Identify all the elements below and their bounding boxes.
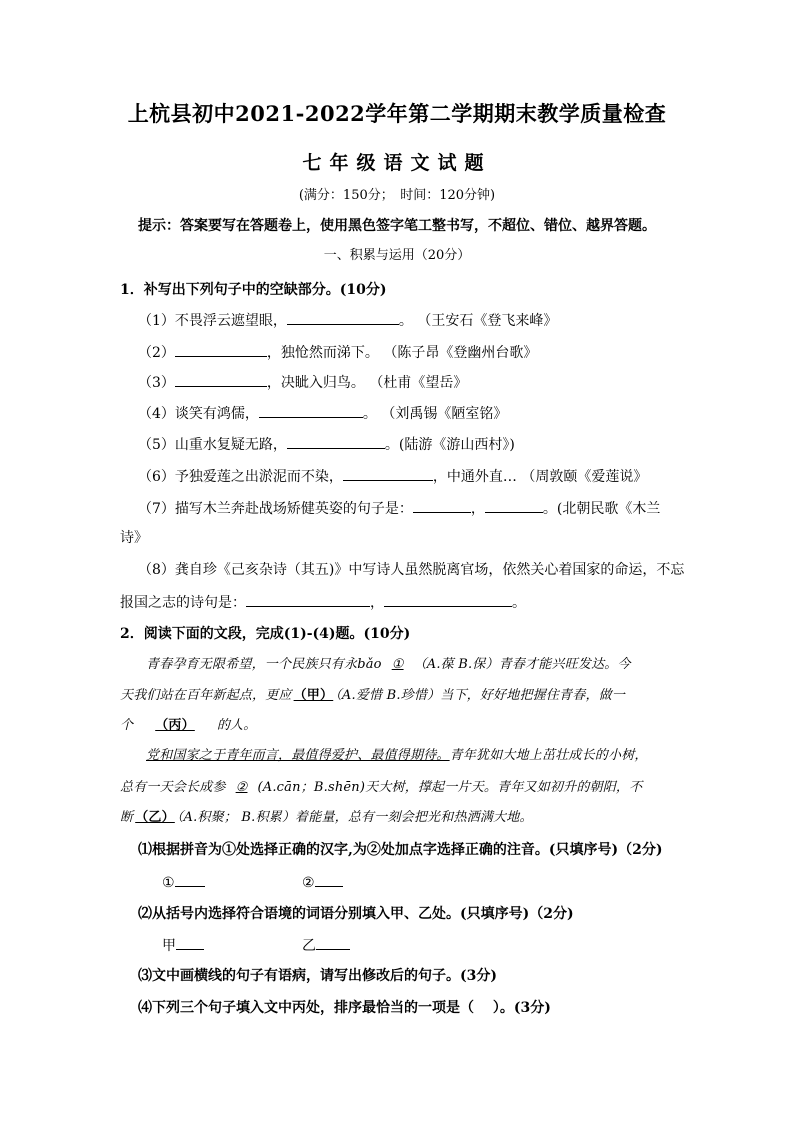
answer-blank[interactable] — [287, 310, 399, 325]
answer-blank[interactable] — [259, 403, 363, 418]
answer-blank[interactable] — [246, 592, 370, 607]
q1-item-6 — [138, 466, 647, 487]
q1-item-1 — [138, 310, 557, 331]
passage-text: (A.cān；B.shēn)天大树，撑起一片天。青年又如初升的朝阳，不 — [257, 780, 643, 795]
q2-sub-1-answer-1 — [162, 872, 205, 893]
answer-blank[interactable] — [413, 498, 471, 513]
answer-blank[interactable] — [315, 872, 343, 887]
passage-underlined-sentence: 党和国家之于青年而言，最值得爱护、最值得期待。 — [146, 748, 450, 763]
q1-item-3-text-a: （3） — [138, 375, 175, 391]
passage-text: 天我们站在百年新起点，更应 — [120, 688, 292, 703]
exam-subtitle: 七年级语文试题 — [302, 152, 492, 174]
passage-line-6 — [120, 808, 533, 828]
q1-item-3-text-b: ，决眦入归鸟。 （杜甫《望岳》 — [266, 375, 468, 391]
passage-text: 青春孕育无限希望，一个民族只有永bǎo — [146, 657, 382, 672]
answer-blank[interactable] — [316, 935, 350, 950]
passage-marker-1: ① — [391, 657, 404, 672]
q1-item-7-text-a: （7）描写木兰奔赴战场矫健英姿的句子是： — [138, 501, 413, 517]
q1-item-8-text-a: 报国之志的诗句是： — [120, 595, 246, 611]
passage-marker-yi: （乙） — [135, 810, 175, 825]
q1-item-4 — [138, 403, 507, 424]
passage-text: （A.葆 B.保）青春才能兴旺发达。今 — [413, 657, 631, 672]
q1-item-3 — [138, 372, 467, 393]
passage-marker-jia: （甲） — [293, 688, 334, 703]
answer-label: ① — [162, 875, 175, 891]
q1-item-8: （8）龚自珍《己亥杂诗（其五)》中写诗人虽然脱离官场，依然关心着国家的命运，不忘 — [138, 562, 685, 578]
q1-item-8-text-c: 。 — [512, 595, 526, 611]
q2-sub-2-answer-yi — [302, 935, 350, 956]
q2-sub-1-answer-2 — [302, 872, 343, 893]
q1-item-2-text-b: ，独怆然而涕下。 （陈子昂《登幽州台歌》 — [266, 345, 538, 361]
passage-text: 青年犹如大地上茁壮成长的小树， — [449, 748, 648, 763]
q1-item-7-text-b: ， — [470, 501, 485, 517]
q1-item-8-text-b: ， — [370, 595, 384, 611]
answer-blank[interactable] — [175, 372, 267, 387]
answer-label: ② — [302, 875, 315, 891]
q1-item-8-cont — [120, 592, 526, 613]
answer-blank[interactable] — [384, 592, 512, 607]
q2-title: 2．阅读下面的文段，完成(1)-(4)题。(10分) — [120, 626, 411, 642]
q1-item-2 — [138, 342, 537, 363]
exam-title: 上杭县初中2021-2022学年第二学期期末教学质量检查 — [127, 101, 667, 126]
passage-line-2 — [120, 686, 625, 706]
answer-label: 乙 — [302, 938, 316, 954]
exam-notice: 提示：答案要写在答题卷上，使用黑色签字笔工整书写，不超位、错位、越界答题。 — [138, 218, 656, 234]
q1-item-4-text-b: 。 （刘禹锡《陋室铭》 — [362, 406, 508, 422]
q1-item-7-cont: 诗》 — [120, 530, 148, 546]
q1-title: 1．补写出下列句子中的空缺部分。(10分) — [120, 282, 387, 298]
answer-blank[interactable] — [175, 872, 205, 887]
q1-item-5-text-a: （5）山重水复疑无路， — [138, 437, 287, 453]
passage-text: （A.积聚； B.积累）着能量，总有一刻会把光和热洒满大地。 — [176, 810, 533, 825]
answer-blank[interactable] — [287, 434, 385, 449]
section-heading: 一、积累与运用（20分） — [323, 248, 471, 263]
passage-line-3 — [120, 716, 256, 736]
q1-item-6-text-a: （6）予独爱莲之出淤泥而不染， — [138, 469, 343, 485]
q1-item-7-text-c: 。(北朝民歌《木兰 — [542, 501, 661, 517]
q2-sub-2: ⑵从括号内选择符合语境的词语分别填入甲、乙处。(只填序号)（2分) — [138, 906, 574, 922]
q2-sub-3: ⑶文中画横线的句子有语病，请写出修改后的句子。(3分) — [138, 968, 497, 984]
answer-blank[interactable] — [343, 466, 433, 481]
passage-line-1 — [146, 655, 631, 675]
q2-sub-1: ⑴根据拼音为①处选择正确的汉字,为②处加点字选择正确的注音。(只填序号)（2分) — [138, 842, 663, 858]
q1-item-2-text-a: （2） — [138, 345, 175, 361]
passage-marker-2: ② — [235, 780, 248, 795]
q1-item-4-text-a: （4）谈笑有鸿儒， — [138, 406, 259, 422]
passage-text: （A.爱惜 B.珍惜）当下，好好地把握住青春，做一 — [335, 688, 626, 703]
passage-text: 个 — [120, 718, 134, 733]
passage-line-4 — [146, 746, 648, 766]
q2-sub-4: ⑷下列三个句子填入文中丙处，排序最恰当的一项是（ ）。(3分) — [138, 1000, 551, 1016]
q1-item-1-text-b: 。 （王安石《登飞来峰》 — [398, 313, 558, 329]
q1-item-1-text-a: （1）不畏浮云遮望眼， — [138, 313, 287, 329]
passage-text: 断 — [120, 810, 134, 825]
passage-line-5 — [120, 778, 642, 798]
answer-blank[interactable] — [485, 498, 543, 513]
q1-item-5-text-b: 。(陆游《游山西村》) — [384, 437, 515, 453]
passage-marker-bing: （丙） — [155, 718, 195, 733]
answer-blank[interactable] — [175, 342, 267, 357]
q1-item-5 — [138, 434, 515, 455]
q2-sub-2-answer-jia — [162, 935, 204, 956]
exam-meta: (满分：150分； 时间：120分钟) — [298, 188, 496, 203]
q1-item-7 — [138, 498, 660, 519]
passage-text: 总有一天会长成参 — [120, 780, 226, 795]
answer-label: 甲 — [162, 938, 176, 954]
q1-item-6-text-b: ，中通外直… （周敦颐《爱莲说》 — [432, 469, 648, 485]
passage-text: 的人。 — [216, 718, 257, 733]
answer-blank[interactable] — [176, 935, 204, 950]
